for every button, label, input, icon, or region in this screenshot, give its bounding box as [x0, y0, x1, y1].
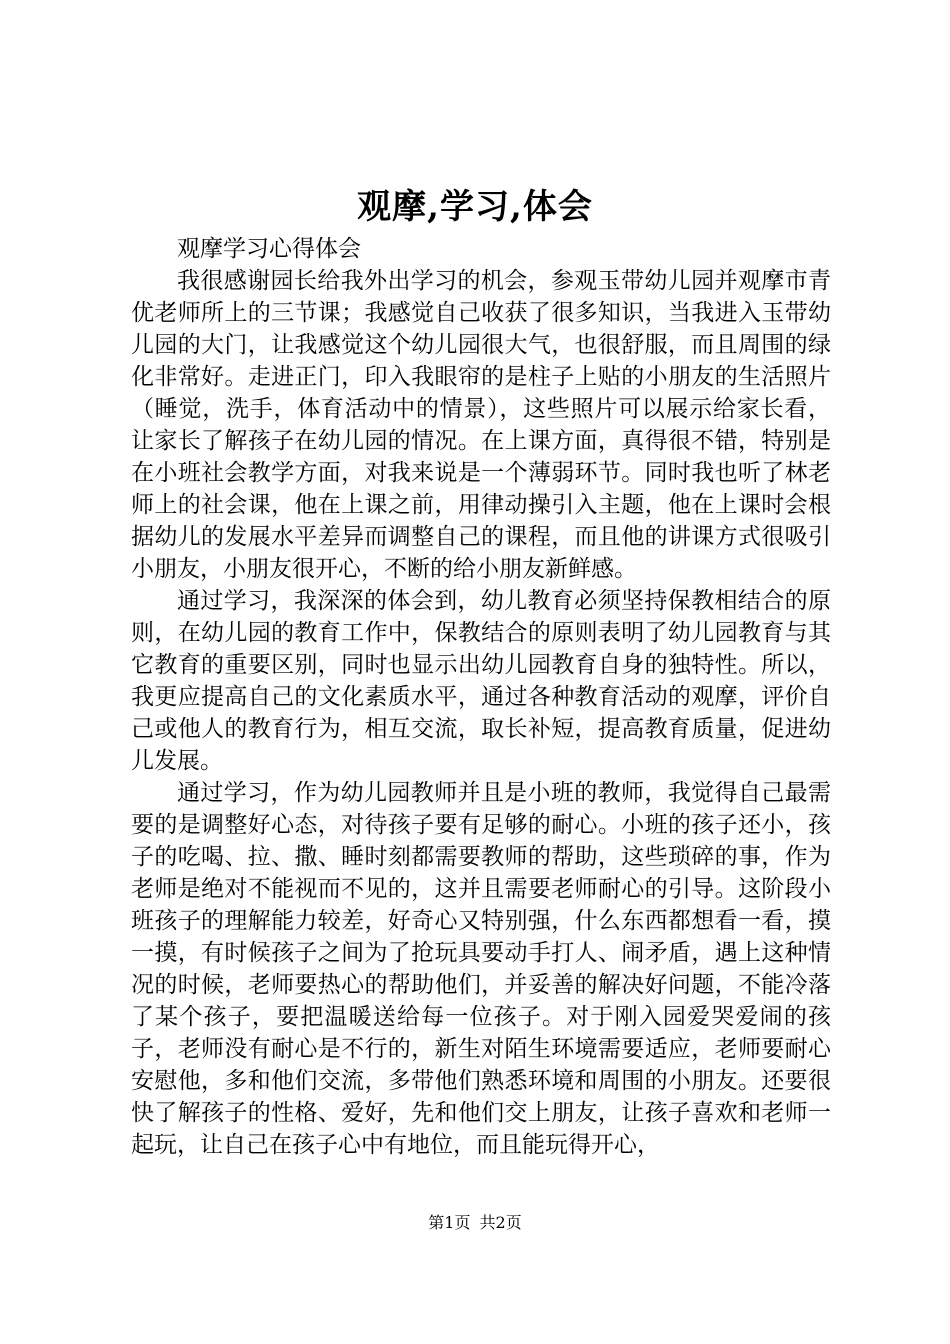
document-body [131, 233, 831, 1161]
page-number: 第1页 [428, 1213, 471, 1232]
paragraph-1: 我很感谢园长给我外出学习的机会，参观玉带幼儿园并观摩市青优老师所上的三节课；我感觉自己收获了很多知识，当我进入玉带幼儿园的大门，让我感觉这个幼儿园很大气，也很舒服，而且周围的绿化非常好。走进正门，印入我眼帘的是柱子上贴的小朋友的生活照片（睡觉，洗手，体育活动中的情景），这些照片可以展示给家长看，让家长了解孩子在幼儿园的情况。在上课方面，真得很不错，特别是在小班社会教学方面，对我来说是一个薄弱环节。同时我也听了林老师上的社会课，他在上课之前，用律动操引入主题，他在上课时会根据幼儿的发展水平差异而调整自己的课程，而且他的讲课方式很吸引小朋友，小朋友很开心，不断的给小朋友新鲜感。 [131, 268, 831, 582]
paragraph-2: 通过学习，我深深的体会到，幼儿教育必须坚持保教相结合的原则，在幼儿园的教育工作中，保教结合的原则表明了幼儿园教育与其它教育的重要区别，同时也显示出幼儿园教育自身的独特性。所以，我更应提高自己的文化素质水平，通过各种教育活动的观摩，评价自己或他人的教育行为，相互交流，取长补短，提高教育质量，促进幼儿发展。 [131, 588, 831, 774]
page-footer [0, 1212, 950, 1234]
document-subtitle: 观摩学习心得体会 [177, 236, 361, 262]
page-total: 共2页 [479, 1213, 522, 1232]
paragraph-3: 通过学习，作为幼儿园教师并且是小班的教师，我觉得自己最需要的是调整好心态，对待孩子要有足够的耐心。小班的孩子还小，孩子的吃喝、拉、撒、睡时刻都需要教师的帮助，这些琐碎的事，作为老师是绝对不能视而不见的，这并且需要老师耐心的引导。这阶段小班孩子的理解能力较差，好奇心又特别强，什么东西都想看一看，摸一摸，有时候孩子之间为了抢玩具要动手打人、闹矛盾，遇上这种情况的时候，老师要热心的帮助他们，并妥善的解决好问题，不能冷落了某个孩子，要把温暖送给每一位孩子。对于刚入园爱哭爱闹的孩子，老师没有耐心是不行的，新生对陌生环境需要适应，老师要耐心安慰他，多和他们交流，多带他们熟悉环境和周围的小朋友。还要很快了解孩子的性格、爱好，先和他们交上朋友，让孩子喜欢和老师一起玩，让自己在孩子心中有地位，而且能玩得开心， [131, 780, 831, 1158]
document-title: 观摩,学习,体会 [357, 187, 593, 227]
